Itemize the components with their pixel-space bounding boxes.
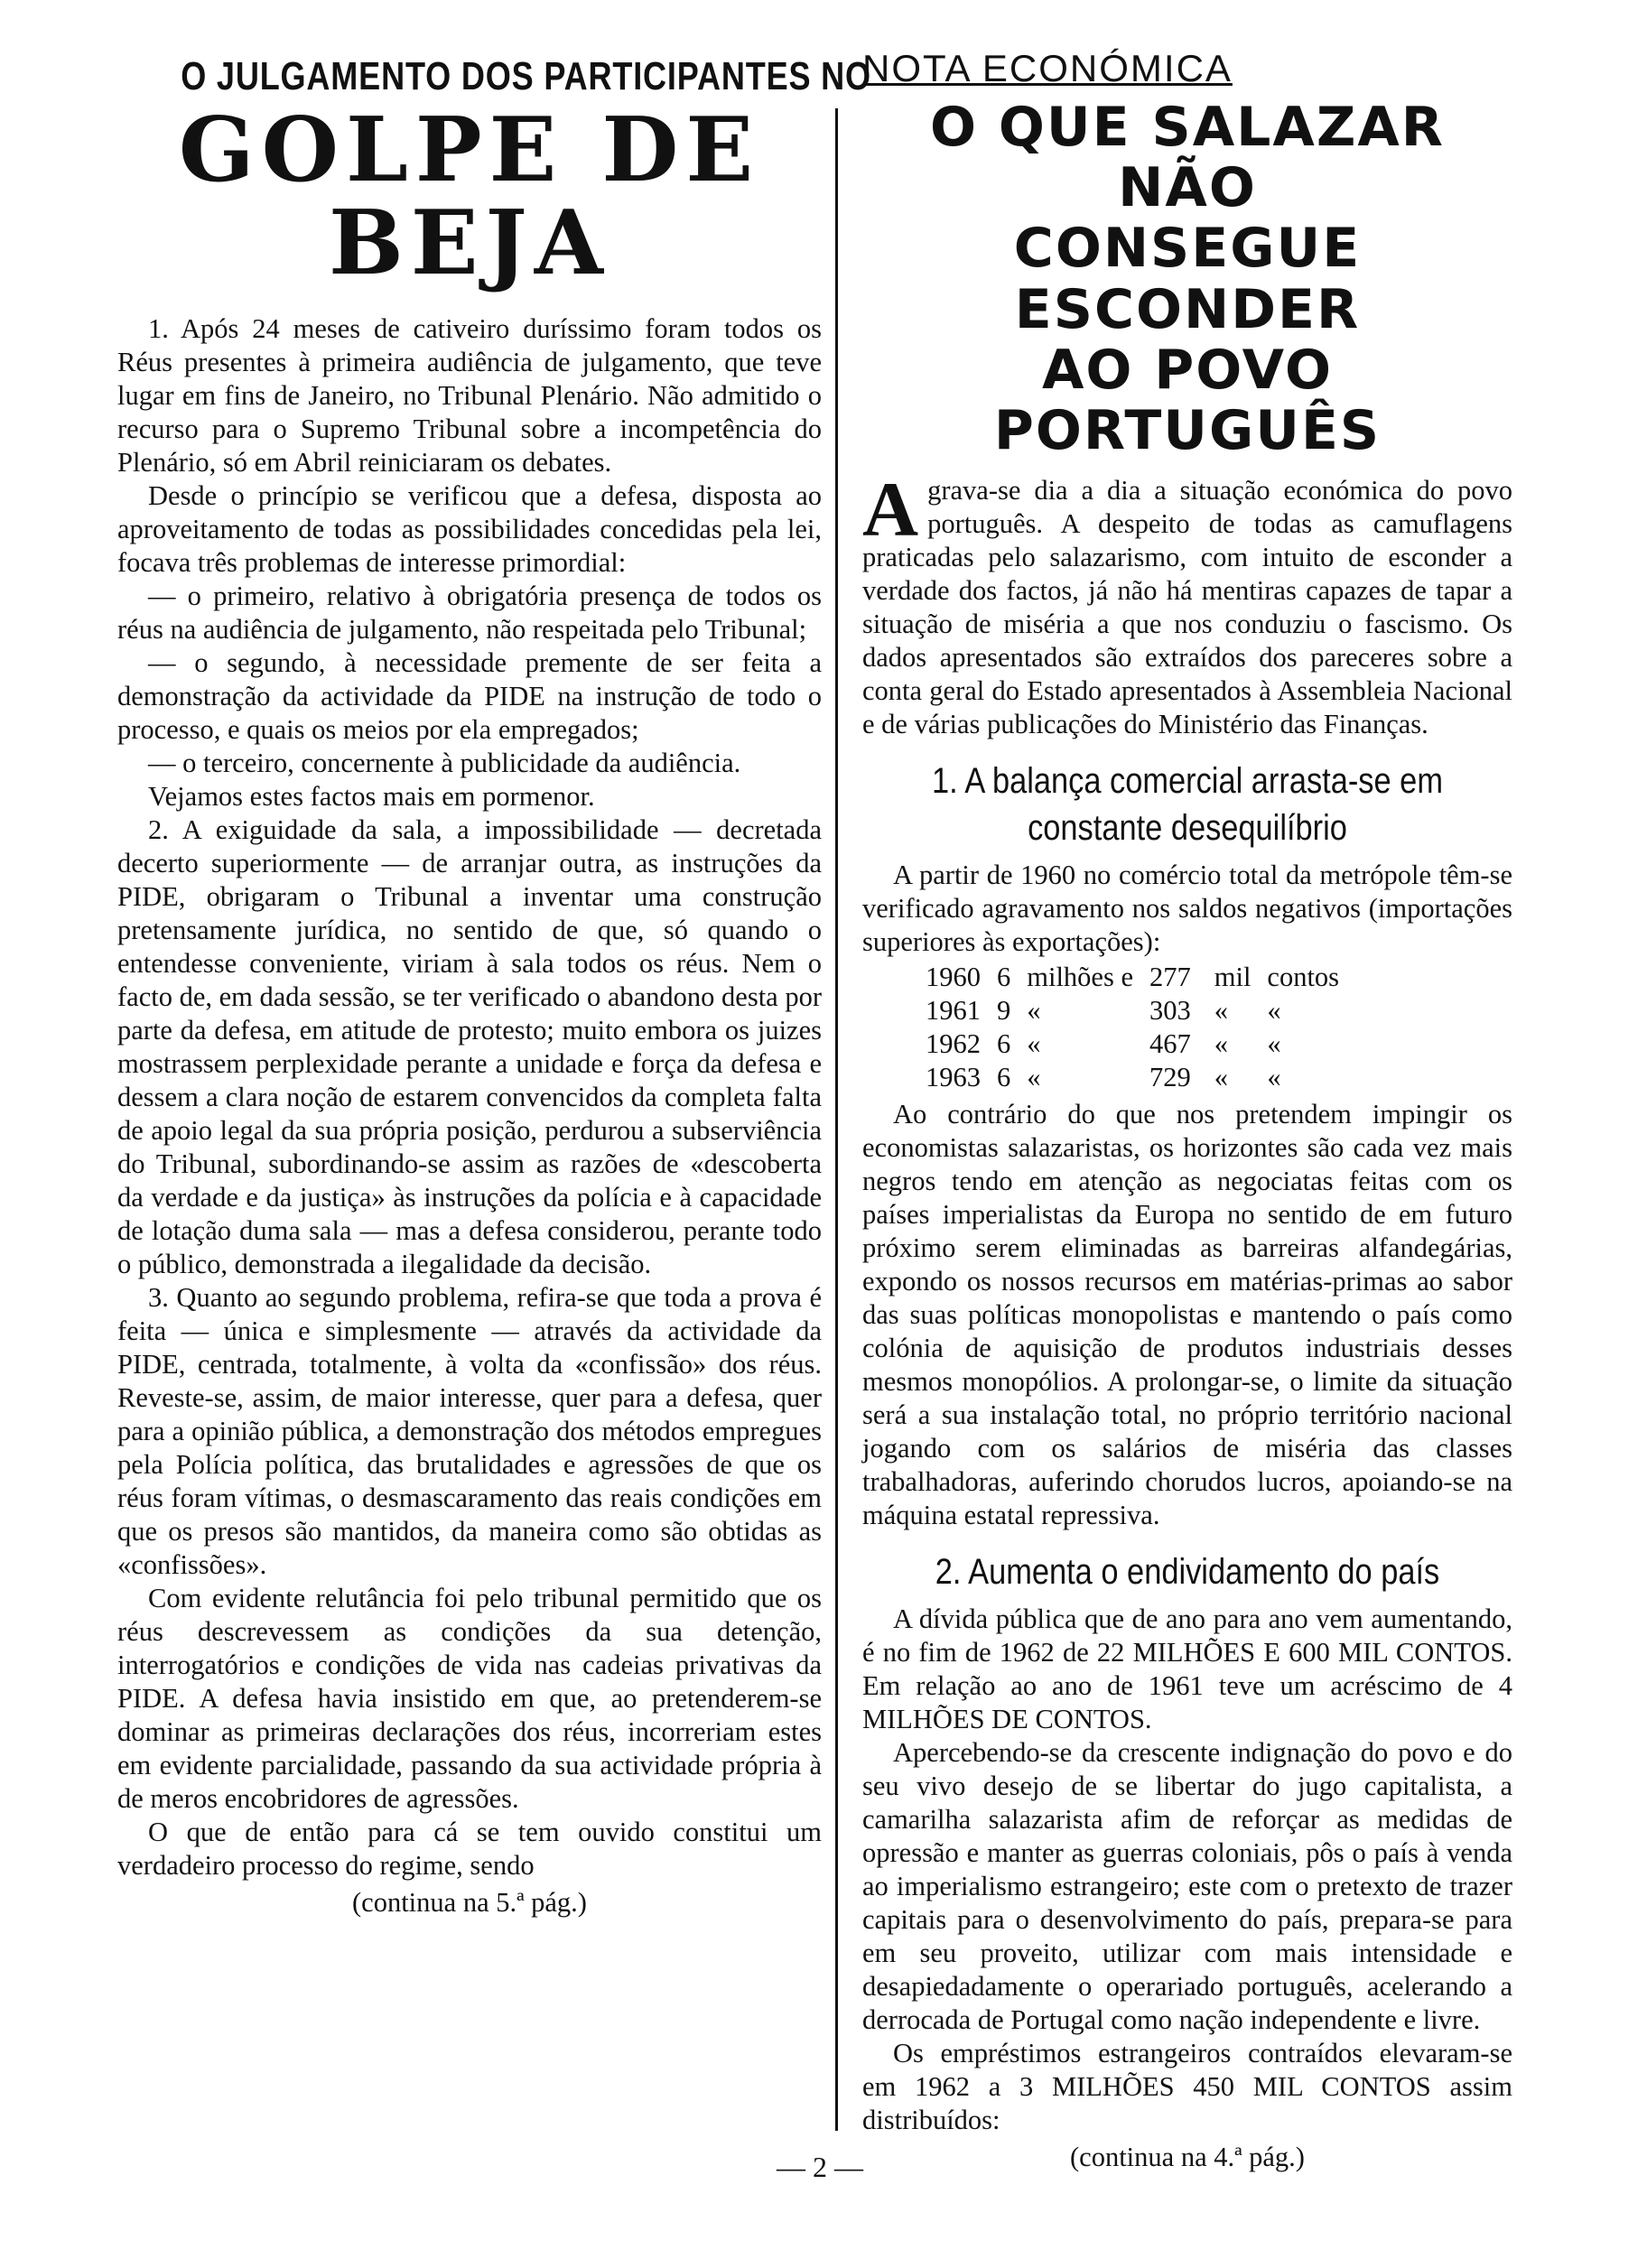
page-number: — 2 — <box>777 2151 863 2183</box>
label-cell: milhões e <box>1027 962 1133 993</box>
label-cell: « <box>1214 995 1228 1027</box>
paragraph: Vejamos estes factos mais em pormenor. <box>148 780 595 812</box>
label-cell: mil <box>1214 962 1252 993</box>
year-cell: 1963 <box>926 1062 981 1093</box>
paragraph: O que de então para cá se tem ouvido constitui um verdadeiro processo do regime, sendo <box>117 1816 822 1881</box>
year-cell: 1960 <box>926 962 981 993</box>
paragraph: Com evidente relutância foi pelo tribunal permitido que os réus descrevessem as condições da sua detenção, interrogatórios e condições de vida nas cadeias privativas da PIDE. A defesa havia insistido em que, ao pretenderem-se dominar as primeiras declarações dos réus, incorreriam estes em evidente parcialidade, passando da sua actividade própria à de meros encobridores de agressões. <box>117 1582 822 1814</box>
paragraph: Desde o princípio se verificou que a defesa, disposta ao aproveitamento de todas as possibilidades concedidas pela lei, focava três problemas de interesse primordial: <box>117 479 822 578</box>
article-body <box>862 466 1512 2174</box>
section-title <box>907 758 1466 851</box>
table-row <box>926 961 1355 994</box>
right-column-article <box>862 47 1512 2174</box>
article-headline <box>862 98 1512 461</box>
paragraph: A dívida pública que de ano para ano vem aumentando, é no fim de 1962 de 22 MILHÕES E 600 MIL CONTOS. Em relação ao ano de 1961 teve um acréscimo de 4 MILHÕES DE CONTOS. <box>862 1603 1512 1735</box>
label-cell: « <box>1267 995 1281 1027</box>
paragraph: 3. Quanto ao segundo problema, refira-se que toda a prova é feita — única e simplesmente — através da actividade da PIDE, centrada, totalmente, à volta da «confissão» dos réus. Reveste-se, assim, de maior interesse, quer para a defesa, quer para a opinião pública, a demonstração dos métodos empregues pela Polícia política, das brutalidades e agressões de que os réus foram vítimas, o desmascaramento das reais condições em que os presos são mantidos, da maneira como são obtidas as «confissões». <box>117 1281 822 1580</box>
paragraph: Ao contrário do que nos pretendem impingir os economistas salazaristas, os horizontes são cada vez mais negros tendo em atenção as negociatas feitas com os países imperialistas da Europa no sentido de em futuro próximo serem eliminadas as barreiras alfandegárias, expondo os nossos recursos em matérias-primas ao sabor das suas políticas monopolistas e mantendo o país como colónia de aquisição de produtos industriais desses mesmos monopólios. A prolongar-se, o limite da situação será a sua instalação total, no próprio território nacional jogando com os salários de miséria das classes trabalhadoras, auferindo chorudos lucros, apoiando-se na máquina estatal repressiva. <box>862 1099 1512 1531</box>
label-cell: « <box>1027 995 1041 1027</box>
millions-cell: 6 <box>997 1062 1011 1093</box>
thousands-cell: 467 <box>1149 1028 1191 1060</box>
paragraph: 1. Após 24 meses de cativeiro duríssimo foram todos os Réus presentes à primeira audiência de julgamento, que teve lugar em fins de Janeiro, no Tribunal Plenário. Não admitido o recurso para o Supremo Tribunal sobre a incompetência do Plenário, só em Abril reiniciaram os debates. <box>117 312 822 478</box>
label-cell: « <box>1027 1028 1041 1060</box>
headline-line: AO POVO PORTUGUÊS <box>993 338 1382 462</box>
year-cell: 1962 <box>926 1028 981 1060</box>
label-cell: « <box>1267 1062 1281 1093</box>
table-row <box>926 1027 1355 1061</box>
headline-line: CONSEGUE ESCONDER <box>1013 217 1362 341</box>
intro-paragraph <box>862 466 1512 741</box>
millions-cell: 6 <box>997 962 1011 993</box>
section-title-line: constante desequilíbrio <box>1028 808 1347 849</box>
paragraph: Os empréstimos estrangeiros contraídos elevaram-se em 1962 a 3 MILHÕES 450 MIL CONTOS assim distribuídos: <box>862 2038 1512 2136</box>
paragraph: A partir de 1960 no comércio total da metrópole têm-se verificado agravamento nos saldos negativos (importações superiores às exportações): <box>862 860 1512 958</box>
year-cell: 1961 <box>926 995 981 1027</box>
headline-line: O QUE SALAZAR NÃO <box>930 96 1445 220</box>
label-cell: « <box>1214 1062 1228 1093</box>
paragraph: — o primeiro, relativo à obrigatória presença de todos os réus na audiência de julgamento, não respeitada pelo Tribunal; <box>117 580 822 645</box>
label-cell: « <box>1027 1062 1041 1093</box>
paragraph: — o terceiro, concernente à publicidade da audiência. <box>148 747 741 778</box>
continued-note: (continua na 5.ª pág.) <box>352 1886 587 1918</box>
article-headline: GOLPE DE BEJA <box>178 98 761 295</box>
section-title-line: 1. A balança comercial arrasta-se em <box>932 761 1443 802</box>
thousands-cell: 303 <box>1149 995 1191 1027</box>
article-body <box>117 312 822 1919</box>
left-column-article <box>117 47 871 1919</box>
label-cell: « <box>1214 1028 1228 1060</box>
intro-text: grava-se dia a dia a situação económica do povo português. A despeito de todas as camuflagens praticadas pelo salazarismo, com intuito de esconder a verdade dos factos, já não há mentiras capazes de tapar a situação de miséria a que nos conduziu o fascismo. Os dados apresentados são extraídos dos pareceres sobre a conta geral do Estado apresentados à Assembleia Nacional e de várias publicações do Ministério das Finanças. <box>862 475 1512 740</box>
section-label: NOTA ECONÓMICA <box>862 47 1233 89</box>
paragraph: — o segundo, à necessidade premente de ser feita a demonstração da actividade da PIDE na instrução de todo o processo, e quais os meios por ela empregados; <box>117 646 822 745</box>
table-row <box>926 994 1355 1027</box>
column-divider <box>835 108 838 2131</box>
continued-note: (continua na 4.ª pág.) <box>1070 2142 1305 2173</box>
drop-cap: A <box>862 466 919 553</box>
paragraph: Apercebendo-se da crescente indignação do povo e do seu vivo desejo de se libertar do jugo capitalista, a camarilha salazarista afim de reforçar as medidas de opressão e manter as guerras coloniais, pôs o país à venda ao imperialismo estrangeiro; este com o pretexto de trazer capitais para o desenvolvimento do país, prepara-se para em seu proveito, utilizar com mais intensidade e desapiedadamente o operariado português, acelerando a derrocada de Portugal como nação independente e livre. <box>862 1737 1512 2036</box>
label-cell: « <box>1267 1028 1281 1060</box>
millions-cell: 9 <box>997 995 1011 1027</box>
label-cell: contos <box>1267 962 1340 993</box>
thousands-cell: 729 <box>1149 1062 1191 1093</box>
article-kicker: O JULGAMENTO DOS PARTICIPANTES NO <box>181 54 871 98</box>
trade-balance-table <box>926 961 1355 1094</box>
paragraph: 2. A exiguidade da sala, a impossibilidade — decretada decerto superiormente — de arranjar outra, as instruções da PIDE, obrigaram o Tribunal a inventar uma construção pretensamente jurídica, no sentido de que, só quando o entendesse conveniente, viriam à sala todos os réus. Nem o facto de, em dada sessão, se ter verificado o abandono desta por parte da defesa, em atitude de protesto; muito embora os juizes mostrassem perplexidade perante a unidade e força da defesa e dessem a clara noção de estarem convencidos da completa falta de apoio legal da sua própria posição, perdurou a subserviência do Tribunal, subordinando-se assim as razões de «descoberta da verdade e da justiça» às instruções da polícia e à capacidade de lotação duma sala — mas a defesa considerou, perante todo o público, demonstrada a ilegalidade da decisão. <box>117 813 822 1279</box>
millions-cell: 6 <box>997 1028 1011 1060</box>
table-row <box>926 1061 1355 1094</box>
section-title: 2. Aumenta o endividamento do país <box>935 1552 1440 1593</box>
thousands-cell: 277 <box>1149 962 1191 993</box>
